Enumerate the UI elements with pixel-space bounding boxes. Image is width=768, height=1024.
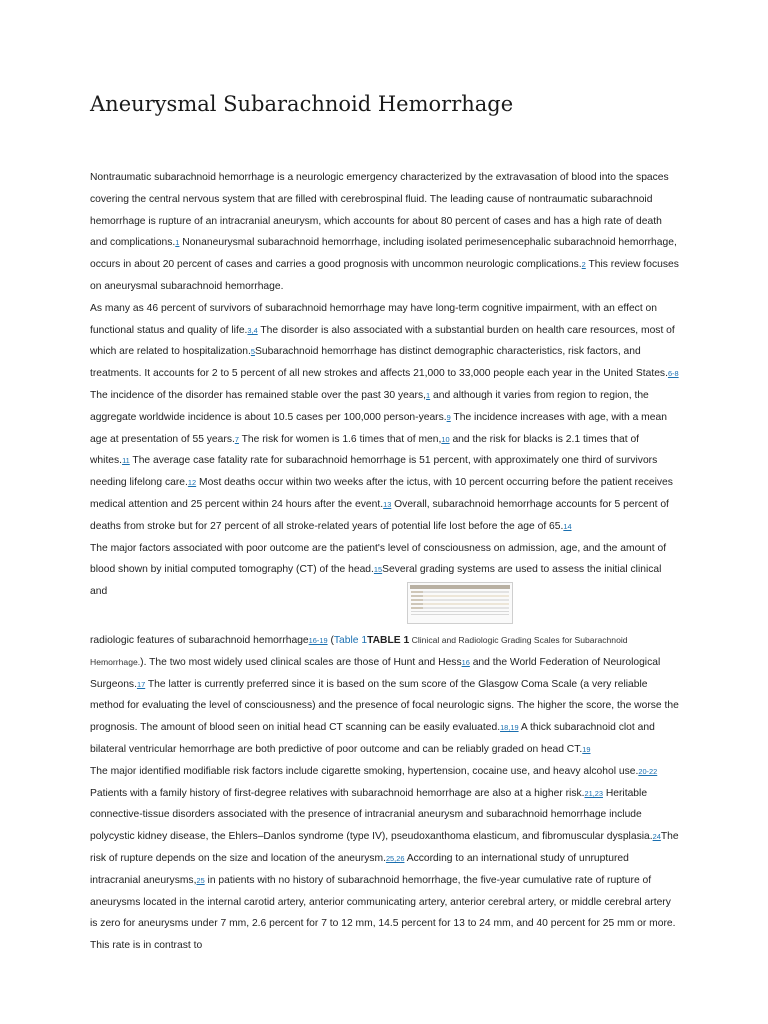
- citation-link[interactable]: 10: [441, 434, 450, 444]
- citation-link[interactable]: 21,23: [584, 788, 603, 798]
- article-body: [90, 167, 680, 957]
- citation-link[interactable]: 5: [250, 347, 255, 357]
- thumbnail-row: [411, 599, 509, 601]
- citation-link[interactable]: 1: [175, 238, 180, 248]
- text-segment: and the risk for blacks is 2.1 times that of whites.: [90, 433, 640, 467]
- citation-link[interactable]: 12: [187, 478, 197, 488]
- table-1-caption: Clinical and Radiologic Grading Scales for Subarachnoid Hemorrhage.: [90, 634, 628, 667]
- table-thumbnail-gap: [90, 603, 680, 630]
- text-segment: Patients with a family history of first-degree relatives with subarachnoid hemorrhage are also at a higher risk.: [90, 787, 585, 799]
- text-segment: As many as 46 percent of survivors of subarachnoid hemorrhage may have long-term cognitive impairment, with an effect on functional status and quality of life.: [90, 302, 657, 336]
- text-segment: The disorder is also associated with a substantial burden on health care resources, most of which are related to hospitalization.: [90, 324, 675, 358]
- citation-link[interactable]: 15: [373, 565, 383, 575]
- citation-link[interactable]: 25,26: [385, 853, 405, 863]
- citation-link[interactable]: 16: [461, 657, 470, 667]
- citation-link[interactable]: 19: [582, 744, 591, 754]
- text-segment: This review focuses on aneurysmal subarachnoid hemorrhage.: [90, 259, 679, 292]
- text-segment: A thick subarachnoid clot and bilateral ventricular hemorrhage are both predictive of poor outcome and can be reliably graded on head CT.: [90, 722, 655, 755]
- text-segment: in patients with no history of subarachnoid hemorrhage, the five-year cumulative rate of rupture of aneurysms located in the internal carotid artery, anterior communicating artery, anterior cerebral artery, or middle cerebral artery is zero for aneurysms under 7 mm, 2.6 percent for 7 to 12 mm, 14.5 percent for 13 to 24 mm, and 40 percent for 25 mm or more. This rate is in contrast to: [90, 874, 676, 952]
- citation-link[interactable]: 9: [446, 412, 451, 422]
- citation-link[interactable]: 11: [122, 456, 130, 466]
- citation-link[interactable]: 6-8: [667, 369, 679, 379]
- citation-link[interactable]: 2: [581, 260, 586, 270]
- citation-link[interactable]: 20-22: [638, 766, 658, 776]
- citation-link[interactable]: 13: [383, 499, 392, 509]
- citation-link[interactable]: 18,19: [500, 723, 519, 733]
- thumbnail-row: [411, 595, 509, 597]
- text-segment: The risk for women is 1.6 times that of men,: [238, 433, 442, 445]
- text-segment: ). The two most widely used clinical scales are those of Hunt and Hess: [140, 656, 462, 668]
- thumbnail-header: [410, 585, 510, 589]
- citation-link[interactable]: 7: [234, 434, 239, 444]
- text-segment: and the World Federation of Neurological Surgeons.: [90, 656, 661, 690]
- text-segment: Nontraumatic subarachnoid hemorrhage is a neurologic emergency characterized by the extravasation of blood into the spaces covering the central nervous system that are filled with cerebrospinal fluid. The leading cause of nontraumatic subarachnoid hemorrhage is rupture of an intracranial aneurysm, which accounts for about 80 percent of cases and has a high rate of death and complications.: [90, 172, 669, 249]
- thumbnail-row: [411, 591, 509, 593]
- text-segment: Several grading systems are used to assess the initial clinical and: [90, 564, 662, 598]
- citation-link[interactable]: 14: [563, 521, 572, 531]
- thumbnail-footnote: [411, 611, 509, 612]
- paragraph-grading: [90, 538, 680, 761]
- citation-link[interactable]: 17: [136, 679, 146, 689]
- citation-link[interactable]: 3,4: [247, 325, 258, 335]
- text-segment: The incidence increases with age, with a mean age at presentation of 55 years.: [90, 411, 667, 445]
- citation-link[interactable]: 25: [196, 875, 205, 885]
- text-segment: Heritable connective-tissue disorders associated with the presence of intracranial aneurysm and subarachnoid hemorrhage include polycystic kidney disease, the Ehlers–Danlos syndrome (type IV), pseudoxanthoma elasticum, and fibromuscular dysplasia.: [90, 787, 653, 843]
- article-title: Aneurysmal Subarachnoid Hemorrhage: [90, 92, 514, 116]
- table-1-link[interactable]: Table 1: [333, 634, 368, 646]
- text-segment: The average case fatality rate for subarachnoid hemorrhage is 51 percent, with approximately one third of survivors needing lifelong care.: [90, 455, 658, 489]
- text-segment: The incidence of the disorder has remained stable over the past 30 years,: [90, 389, 426, 401]
- thumbnail-row: [411, 607, 509, 609]
- text-segment: According to an international study of unruptured intracranial aneurysms,: [90, 852, 629, 886]
- citation-link[interactable]: 24: [652, 832, 661, 842]
- citation-link[interactable]: 1: [426, 390, 431, 400]
- citation-link[interactable]: 16-19: [308, 635, 328, 645]
- paragraph-intro: [90, 167, 680, 298]
- text-segment: Overall, subarachnoid hemorrhage accounts for 5 percent of deaths from stroke but for 27 percent of all stroke-related years of potential life lost before the age of 65.: [90, 498, 669, 532]
- text-segment: radiologic features of subarachnoid hemorrhage: [90, 634, 309, 646]
- text-segment: and although it varies from region to region, the aggregate worldwide incidence is about 10.5 cases per 100,000 person-years.: [90, 389, 649, 423]
- text-segment: The risk of rupture depends on the size and location of the aneurysm.: [90, 831, 679, 864]
- paragraph-epidemiology: [90, 298, 680, 538]
- thumbnail-row: [411, 603, 509, 605]
- text-segment: Subarachnoid hemorrhage has distinct demographic characteristics, risk factors, and treatments. It accounts for 2 to 5 percent of all new strokes and affects 21,000 to 33,000 people each year in the United States.: [90, 346, 668, 380]
- thumbnail-footnote: [411, 614, 509, 615]
- text-segment: The major identified modifiable risk factors include cigarette smoking, hypertension, cocaine use, and heavy alcohol use.: [90, 765, 639, 777]
- text-segment: (: [327, 634, 334, 646]
- text-segment: The latter is currently preferred since it is based on the sum score of the Glasgow Coma Scale (a very reliable method for evaluating the level of consciousness) and the presence of focal neurologic signs. The higher the score, the worse the prognosis. The amount of blood seen on initial head CT scanning can be easily evaluated.: [90, 678, 679, 734]
- text-segment: Nonaneurysmal subarachnoid hemorrhage, including isolated perimesencephalic subarachnoid hemorrhage, occurs in about 20 percent of cases and carries a good prognosis with uncommon neurologic complications.: [90, 237, 677, 271]
- table-1-label: TABLE 1: [367, 634, 410, 646]
- text-segment: The major factors associated with poor outcome are the patient's level of consciousness on admission, age, and the amount of blood shown by initial computed tomography (CT) of the head.: [90, 542, 667, 576]
- paragraph-risk-factors: [90, 761, 680, 957]
- table-1-thumbnail[interactable]: [407, 582, 513, 624]
- text-segment: Most deaths occur within two weeks after the ictus, with 10 percent occurring before the patient receives medical attention and 25 percent within 24 hours after the event.: [90, 477, 673, 510]
